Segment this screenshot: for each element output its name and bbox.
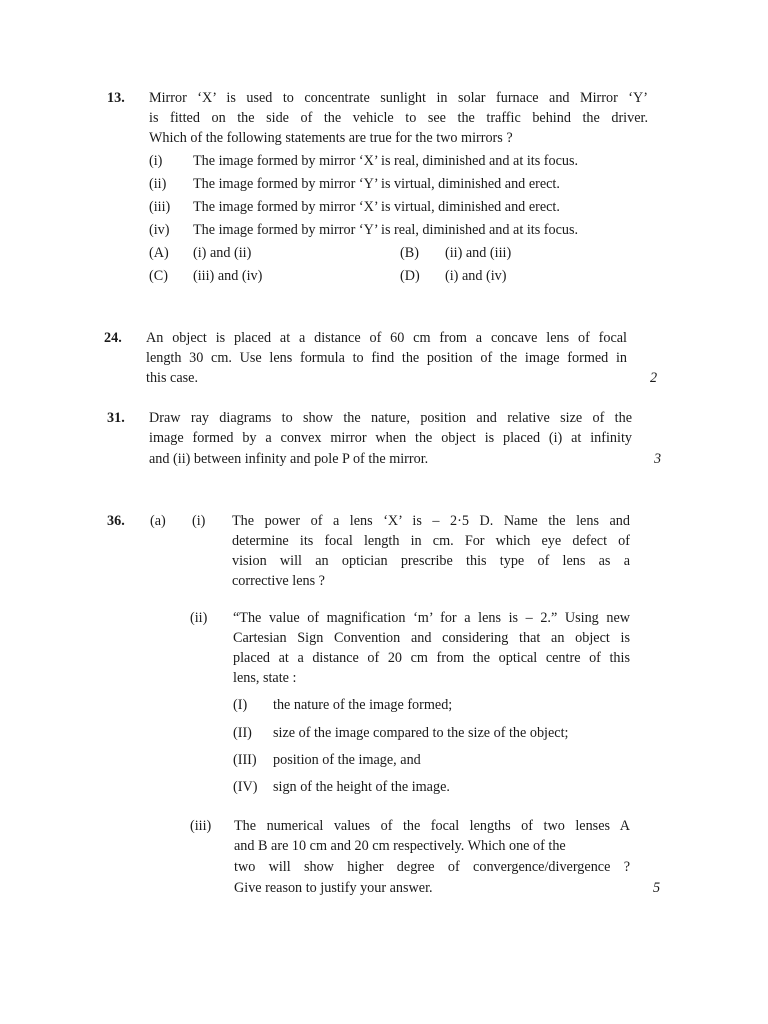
question-number: 24.: [104, 330, 122, 346]
statement-text: The image formed by mirror ‘Y’ is real, diminished and at its focus.: [193, 222, 579, 238]
statement-text: The image formed by mirror ‘X’ is virtual, diminished and erect.: [193, 199, 560, 215]
statement-text: The image formed by mirror ‘X’ is real, diminished and at its focus.: [193, 153, 579, 169]
question-text-line: “The value of magnification ‘m’ for a lens is – 2.” Using new: [233, 610, 630, 626]
statement-label: (iv): [149, 222, 170, 238]
statement-text: The image formed by mirror ‘Y’ is virtual, diminished and erect.: [193, 176, 560, 192]
option-label: (B): [400, 245, 419, 261]
question-text-line: Give reason to justify your answer.: [234, 880, 433, 896]
option-text: (iii) and (iv): [193, 268, 263, 284]
question-text-line: this case.: [146, 370, 199, 386]
item-label: (I): [233, 697, 248, 713]
question-text-line: determine its focal length in cm. For which eye defect of: [232, 533, 630, 549]
statement-label: (i): [149, 153, 163, 169]
question-text-line: Mirror ‘X’ is used to concentrate sunlight in solar furnace and Mirror ‘Y’: [149, 90, 648, 106]
subpart-label: (ii): [190, 610, 208, 626]
question-text-line: An object is placed at a distance of 60 cm from a concave lens of focal: [146, 330, 627, 346]
option-text: (i) and (ii): [193, 245, 252, 261]
marks: 5: [653, 880, 661, 896]
item-label: (III): [233, 752, 257, 768]
question-number: 31.: [107, 410, 125, 426]
option-label: (C): [149, 268, 168, 284]
question-text-line: image formed by a convex mirror when the object is placed (i) at infinity: [149, 430, 632, 446]
item-label: (IV): [233, 779, 258, 795]
question-number: 36.: [107, 513, 125, 529]
option-label: (A): [149, 245, 169, 261]
question-text-line: The numerical values of the focal lengths of two lenses A: [234, 818, 630, 834]
question-text-line: and B are 10 cm and 20 cm respectively. Which one of the: [234, 838, 566, 854]
subpart-label: (iii): [190, 818, 212, 834]
question-text-line: Which of the following statements are true for the two mirrors ?: [149, 130, 513, 146]
marks: 2: [650, 370, 658, 386]
question-text-line: and (ii) between infinity and pole P of the mirror.: [149, 451, 429, 467]
statement-label: (ii): [149, 176, 167, 192]
option-text: (ii) and (iii): [445, 245, 512, 261]
question-text-line: Draw ray diagrams to show the nature, position and relative size of the: [149, 410, 632, 426]
item-text: position of the image, and: [273, 752, 421, 768]
question-text-line: is fitted on the side of the vehicle to see the traffic behind the driver.: [149, 110, 648, 126]
subpart-label: (i): [192, 513, 206, 529]
item-label: (II): [233, 725, 252, 741]
option-text: (i) and (iv): [445, 268, 507, 284]
option-label: (D): [400, 268, 420, 284]
question-text-line: placed at a distance of 20 cm from the optical centre of this: [233, 650, 630, 666]
item-text: the nature of the image formed;: [273, 697, 453, 713]
question-number: 13.: [107, 90, 125, 106]
question-text-line: corrective lens ?: [232, 573, 325, 589]
question-text-line: vision will an optician prescribe this type of lens as a: [232, 553, 630, 569]
question-text-line: Cartesian Sign Convention and considering that an object is: [233, 630, 630, 646]
question-text-line: two will show higher degree of convergence/divergence ?: [234, 859, 630, 875]
statement-label: (iii): [149, 199, 171, 215]
question-text-line: The power of a lens ‘X’ is – 2·5 D. Name the lens and: [232, 513, 630, 529]
item-text: size of the image compared to the size of the object;: [273, 725, 569, 741]
part-label: (a): [150, 513, 166, 529]
question-text-line: lens, state :: [233, 670, 297, 686]
marks: 3: [654, 451, 662, 467]
question-text-line: length 30 cm. Use lens formula to find the position of the image formed in: [146, 350, 627, 366]
item-text: sign of the height of the image.: [273, 779, 450, 795]
